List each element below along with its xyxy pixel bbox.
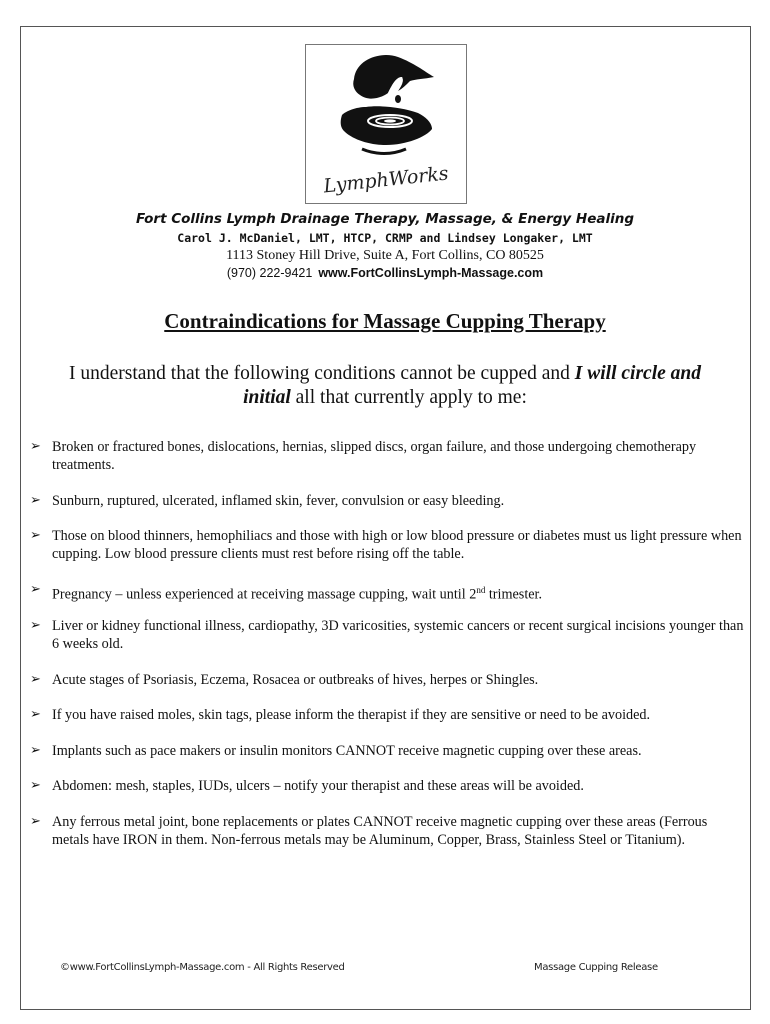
arrow-bullet-icon: ➢: [30, 618, 41, 633]
logo-wordmark: LymphWorks: [322, 162, 450, 198]
list-item: ➢ Sunburn, ruptured, ulcerated, inflamed skin, fever, convulsion or easy bleeding.: [30, 493, 505, 509]
list-item: ➢ Those on blood thinners, hemophiliacs and those with high or low blood pressure or diabetes must us light pressure when cupping. Low blood pressure clients must rest before rising off the table.: [30, 528, 742, 562]
address: 1113 Stoney Hill Drive, Suite A, Fort Collins, CO 80525: [226, 248, 544, 263]
arrow-bullet-icon: ➢: [30, 778, 41, 793]
list-item: ➢ Implants such as pace makers or insulin monitors CANNOT receive magnetic cupping over these areas.: [30, 743, 642, 759]
contact-line: [0, 266, 770, 280]
practice-tagline: Fort Collins Lymph Drainage Therapy, Massage, & Energy Healing: [135, 211, 635, 227]
arrow-bullet-icon: ➢: [30, 528, 41, 543]
footer-form-name: Massage Cupping Release: [534, 962, 658, 973]
intro-emphasis-1: I will circle and: [574, 363, 701, 384]
page-title: Contraindications for Massage Cupping Therapy: [164, 309, 606, 333]
arrow-bullet-icon: ➢: [30, 439, 41, 454]
arrow-bullet-icon: ➢: [30, 743, 41, 758]
list-item: ➢ Acute stages of Psoriasis, Eczema, Rosacea or outbreaks of hives, herpes or Shingles.: [30, 672, 539, 688]
intro-text-1: I understand that the following conditions cannot be cupped and: [68, 363, 575, 384]
list-item: ➢ If you have raised moles, skin tags, please inform the therapist if they are sensitive or need to be avoided.: [30, 707, 651, 723]
lymphworks-logo: [305, 44, 467, 204]
arrow-bullet-icon: ➢: [30, 707, 41, 722]
intro-text-2: all that currently apply to me:: [290, 387, 527, 408]
arrow-bullet-icon: ➢: [30, 493, 41, 508]
intro-statement: [55, 362, 715, 410]
list-item: ➢ Broken or fractured bones, dislocations, hernias, slipped discs, organ failure, and those undergoing chemotherapy treatments.: [30, 439, 697, 473]
staff-names: Carol J. McDaniel, LMT, HTCP, CRMP and Lindsey Longaker, LMT: [177, 231, 593, 245]
arrow-bullet-icon: ➢: [30, 672, 41, 687]
list-item: ➢ Abdomen: mesh, staples, IUDs, ulcers – notify your therapist and these areas will be avoided.: [30, 778, 584, 794]
footer-copyright: ©www.FortCollinsLymph-Massage.com - All Rights Reserved: [60, 962, 345, 973]
phone-number: (970) 222-9421: [226, 266, 313, 280]
list-item: ➢ Any ferrous metal joint, bone replacements or plates CANNOT receive magnetic cupping over these areas (Ferrous metals have IRON in them. Non-ferrous metals may be Aluminum, Copper, Brass, Stainless Steel or Titanium).: [30, 814, 708, 848]
website-link[interactable]: www.FortCollinsLymph-Massage.com: [318, 266, 544, 280]
arrow-bullet-icon: ➢: [30, 582, 41, 597]
intro-emphasis-2: initial: [243, 387, 291, 408]
list-item: ➢ Pregnancy – unless experienced at receiving massage cupping, wait until 2nd trimester.: [30, 582, 543, 603]
list-item: ➢ Liver or kidney functional illness, cardiopathy, 3D varicosities, systemic cancers or recent surgical incisions younger than 6 weeks old.: [30, 618, 744, 652]
arrow-bullet-icon: ➢: [30, 814, 41, 829]
